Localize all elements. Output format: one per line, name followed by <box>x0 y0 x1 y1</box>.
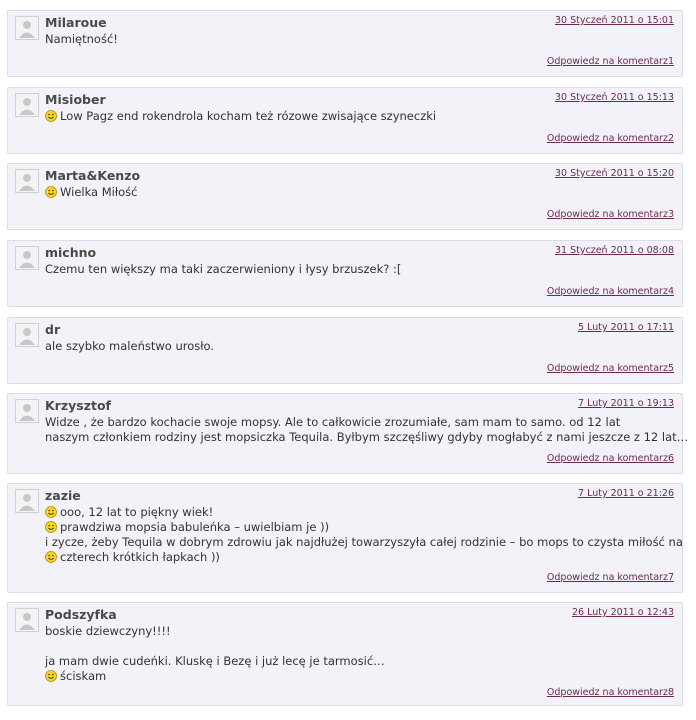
comment-author[interactable]: Marta&Kenzo <box>45 168 141 183</box>
smiley-icon <box>45 670 57 682</box>
comment-line: czterech krótkich łapkach )) <box>45 550 672 565</box>
reply-link[interactable]: Odpowiedz na komentarz2 <box>546 133 674 144</box>
comment-body <box>45 505 683 565</box>
comment-card <box>7 317 683 384</box>
comment-body <box>45 262 672 277</box>
comment-card <box>7 10 683 77</box>
avatar <box>15 16 39 40</box>
avatar <box>15 93 39 117</box>
comment-date-link[interactable]: 30 Styczeń 2011 o 15:20 <box>555 168 674 179</box>
comment-date-link[interactable]: 5 Luty 2011 o 17:11 <box>578 322 674 333</box>
reply-link[interactable]: Odpowiedz na komentarz7 <box>546 572 674 583</box>
reply-link[interactable]: Odpowiedz na komentarz6 <box>546 453 674 464</box>
comment-author[interactable]: Milaroue <box>45 15 107 30</box>
avatar <box>15 323 39 347</box>
comment-line: boskie dziewczyny!!!! <box>45 624 171 638</box>
smiley-icon <box>45 506 57 518</box>
comment-line: ooo, 12 lat to piękny wiek! <box>45 505 672 520</box>
comment-date-link[interactable]: 30 Styczeń 2011 o 15:13 <box>555 92 674 103</box>
reply-link[interactable]: Odpowiedz na komentarz5 <box>546 363 674 374</box>
comment-date-link[interactable]: 30 Styczeń 2011 o 15:01 <box>555 15 674 26</box>
comment-body <box>45 185 672 200</box>
comment-line: Czemu ten większy ma taki zaczerwieniony i łysy brzuszek? :[ <box>45 262 402 276</box>
comment-line: naszym członkiem rodziny jest mopsiczka Tequila. Byłbym szczęśliwy gdyby mogłabyć z nami jeszcze z 12 lat… <box>45 430 689 444</box>
comment-line: i zycze, żeby Tequila w dobrym zdrowiu jak najdłużej towarzyszyła całej rodzinie – bo mops to czysta miłość na <box>45 535 683 549</box>
comment-line: Widze , że bardzo kochacie swoje mopsy. Ale to całkowicie zrozumiałe, sam mam to samo. od 12 lat <box>45 415 621 429</box>
avatar <box>15 608 39 632</box>
comment-date-link[interactable]: 31 Styczeń 2011 o 08:08 <box>555 245 674 256</box>
comment-line: Low Pagz end rokendrola kocham też rózowe zwisające szyneczki <box>45 109 672 124</box>
comment-date-link[interactable]: 7 Luty 2011 o 19:13 <box>578 398 674 409</box>
comment-card <box>7 240 683 307</box>
comment-author[interactable]: Krzysztof <box>45 398 111 413</box>
reply-link[interactable]: Odpowiedz na komentarz8 <box>546 687 674 698</box>
comment-author[interactable]: Podszyfka <box>45 607 117 622</box>
comment-author[interactable]: zazie <box>45 488 81 503</box>
avatar <box>15 169 39 193</box>
smiley-icon <box>45 521 57 533</box>
avatar <box>15 489 39 513</box>
smiley-icon <box>45 186 57 198</box>
reply-link[interactable]: Odpowiedz na komentarz1 <box>546 56 674 67</box>
comment-author[interactable]: michno <box>45 245 97 260</box>
comment-author[interactable]: dr <box>45 322 61 337</box>
comment-body <box>45 32 672 47</box>
comment-line: ja mam dwie cudeńki. Kluskę i Bezę i już lecę je tarmosić… <box>45 654 385 668</box>
comment-line: ale szybko maleństwo urosło. <box>45 339 215 353</box>
comment-card <box>7 393 689 474</box>
comment-line: prawdziwa mopsia babuleńka – uwielbiam je )) <box>45 520 672 535</box>
comment-author[interactable]: Misiober <box>45 92 106 107</box>
comment-line: ściskam <box>45 669 672 684</box>
comment-line: Namiętność! <box>45 32 118 46</box>
avatar <box>15 399 39 423</box>
comment-line: Wielka Miłość <box>45 185 672 200</box>
comment-card <box>7 163 683 230</box>
reply-link[interactable]: Odpowiedz na komentarz3 <box>546 209 674 220</box>
comment-card <box>7 602 683 706</box>
comment-body <box>45 339 672 354</box>
comment-date-link[interactable]: 7 Luty 2011 o 21:26 <box>578 488 674 499</box>
comment-date-link[interactable]: 26 Luty 2011 o 12:43 <box>571 607 674 618</box>
comment-body <box>45 415 689 445</box>
reply-link[interactable]: Odpowiedz na komentarz4 <box>546 286 674 297</box>
comment-line <box>45 639 672 654</box>
comment-body <box>45 624 672 684</box>
comment-card <box>7 483 683 593</box>
avatar <box>15 246 39 270</box>
comment-card <box>7 87 683 154</box>
smiley-icon <box>45 110 57 122</box>
comment-body <box>45 109 672 124</box>
smiley-icon <box>45 551 57 563</box>
